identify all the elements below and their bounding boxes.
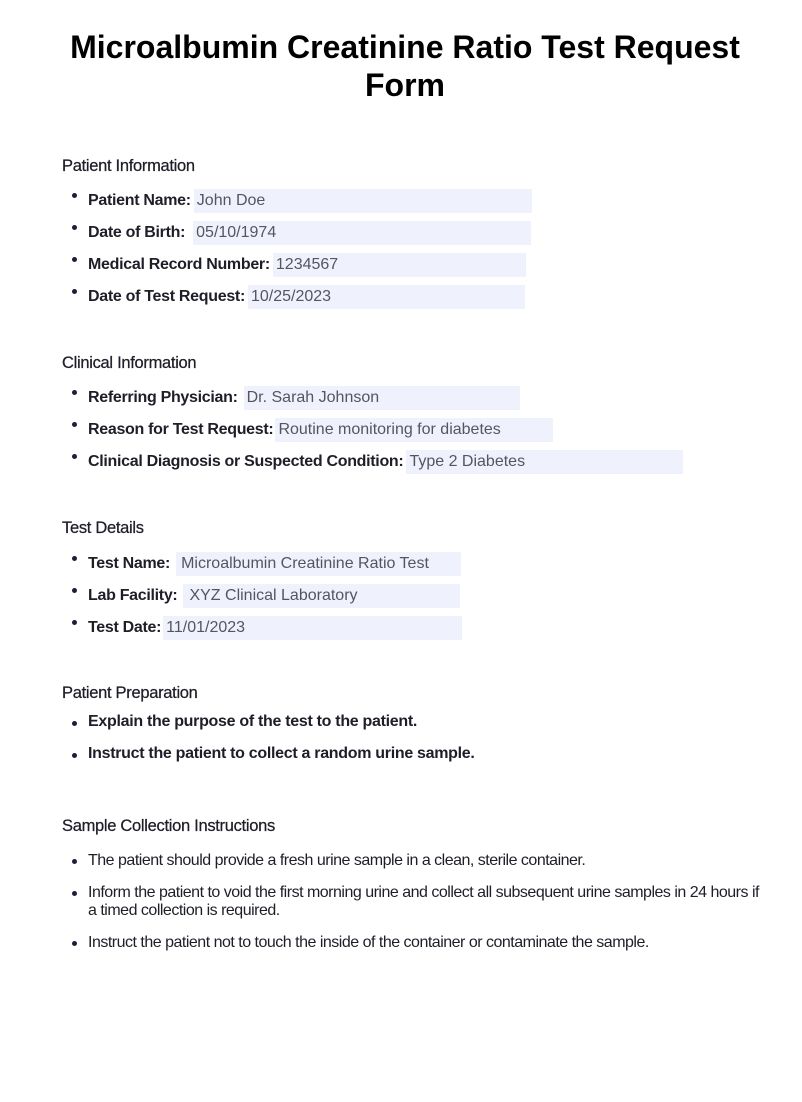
test-date-input[interactable]: 11/01/2023 bbox=[163, 616, 462, 640]
list-item: Inform the patient to void the first morning urine and collect all subsequent urine samples in 24 hours if a timed collection is required. bbox=[62, 884, 768, 920]
list-item: Instruct the patient to collect a random urine sample. bbox=[62, 745, 475, 777]
field-date-of-birth bbox=[62, 217, 532, 249]
date-of-test-request-input[interactable]: 10/25/2023 bbox=[248, 285, 525, 309]
field-reason-for-test-request bbox=[62, 414, 683, 446]
field-label: Referring Physician: bbox=[88, 389, 238, 406]
patient-name-input[interactable]: John Doe bbox=[194, 189, 532, 213]
section-heading-clinical-information: Clinical Information bbox=[62, 354, 197, 372]
field-test-name bbox=[62, 548, 462, 580]
field-patient-name bbox=[62, 185, 532, 217]
section-heading-patient-information: Patient Information bbox=[62, 157, 195, 175]
sample-collection-list bbox=[62, 852, 768, 952]
field-date-of-test-request bbox=[62, 281, 532, 313]
field-label: Test Name: bbox=[88, 555, 171, 572]
field-label: Clinical Diagnosis or Suspected Condition: bbox=[88, 453, 404, 470]
date-of-birth-input[interactable]: 05/10/1974 bbox=[193, 221, 531, 245]
patient-preparation-list bbox=[62, 713, 475, 777]
field-referring-physician bbox=[62, 382, 683, 414]
field-medical-record-number bbox=[62, 249, 532, 281]
list-item: Instruct the patient not to touch the inside of the container or contaminate the sample. bbox=[62, 934, 768, 952]
list-item: The patient should provide a fresh urine sample in a clean, sterile container. bbox=[62, 852, 768, 870]
field-lab-facility bbox=[62, 580, 462, 612]
section-heading-sample-collection: Sample Collection Instructions bbox=[62, 817, 275, 835]
section-heading-test-details: Test Details bbox=[62, 519, 144, 537]
field-label: Reason for Test Request: bbox=[88, 421, 274, 438]
reason-for-test-request-input[interactable]: Routine monitoring for diabetes bbox=[275, 418, 553, 442]
field-label: Lab Facility: bbox=[88, 587, 178, 604]
list-item: Explain the purpose of the test to the patient. bbox=[62, 713, 475, 745]
medical-record-number-input[interactable]: 1234567 bbox=[273, 253, 526, 277]
field-label: Medical Record Number: bbox=[88, 256, 270, 273]
field-label: Patient Name: bbox=[88, 192, 191, 209]
clinical-diagnosis-input[interactable]: Type 2 Diabetes bbox=[406, 450, 683, 474]
field-label: Date of Birth: bbox=[88, 224, 186, 241]
field-clinical-diagnosis bbox=[62, 446, 683, 478]
patient-information-list bbox=[62, 185, 532, 313]
field-label: Date of Test Request: bbox=[88, 288, 245, 305]
field-test-date bbox=[62, 612, 462, 644]
test-details-list bbox=[62, 548, 462, 644]
test-name-input[interactable]: Microalbumin Creatinine Ratio Test bbox=[176, 552, 461, 576]
form-title: Microalbumin Creatinine Ratio Test Request Form bbox=[70, 29, 740, 103]
field-label: Test Date: bbox=[88, 619, 162, 636]
referring-physician-input[interactable]: Dr. Sarah Johnson bbox=[244, 386, 520, 410]
section-heading-patient-preparation: Patient Preparation bbox=[62, 684, 198, 702]
clinical-information-list bbox=[62, 382, 683, 478]
lab-facility-input[interactable]: XYZ Clinical Laboratory bbox=[183, 584, 460, 608]
